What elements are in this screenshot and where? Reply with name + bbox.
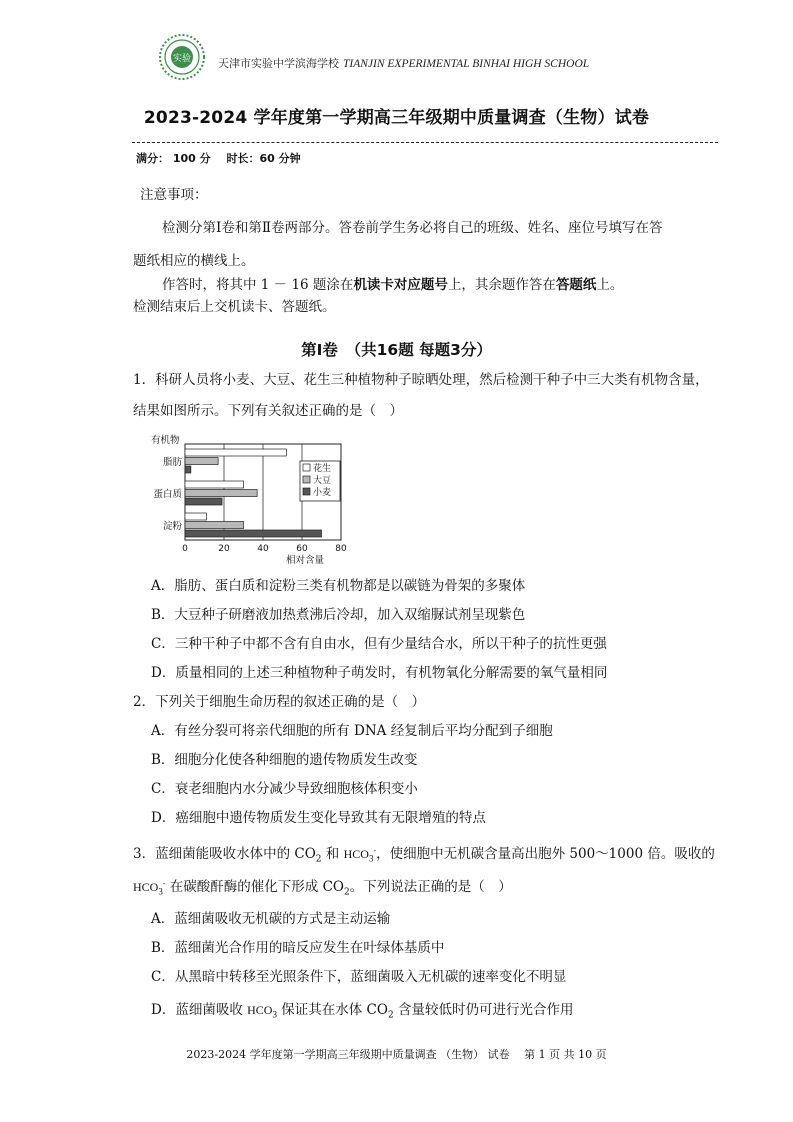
chart-bar [185, 466, 191, 473]
q1-bar-chart [145, 430, 355, 574]
q2-option-c: C．衰老细胞内水分减少导致细胞核体积变小 [151, 781, 418, 797]
q2-option-a: A．有丝分裂可将亲代细胞的所有 DNA 经复制后平均分配到子细胞 [151, 723, 553, 739]
chart-category-label: 淀粉 [162, 520, 182, 532]
chart-legend-label: 花生 [313, 464, 332, 474]
chart-bar [185, 530, 322, 537]
hco3-formula: $HCO_3^-$ [343, 846, 377, 864]
page-footer: 2023-2024 学年度第一学期高三年级期中质量调查 （生物） 试卷 第 1 页 共 10 页 [186, 1048, 607, 1061]
q3-option-a: A．蓝细菌吸收无机碳的方式是主动运输 [151, 911, 391, 927]
time-info: 时长：60 分钟 [226, 152, 301, 165]
q3-stem-line2: $HCO_3^-$ 在碳酸酐酶的催化下形成 $CO_2$。下列说法正确的是（ ） [133, 879, 512, 898]
chart-xtick-label: 0 [182, 544, 188, 554]
notice-line4: 检测结束后上交机读卡、答题纸。 [133, 299, 336, 315]
notice-heading: 注意事项： [140, 187, 208, 203]
chart-xtick-label: 40 [257, 544, 269, 554]
chart-bar [185, 498, 222, 505]
chart-legend-swatch [303, 464, 310, 471]
q1-stem-line1: 1．科研人员将小麦、大豆、花生三种植物种子晾晒处理，然后检测干种子中三大类有机物含量， [133, 372, 709, 388]
chart-bar [185, 513, 206, 520]
chart-category-label: 蛋白质 [153, 488, 182, 500]
header-divider [132, 142, 718, 143]
score-info: 满分： 100 分 [136, 152, 211, 165]
q2-stem: 2．下列关于细胞生命历程的叙述正确的是（ ） [133, 694, 426, 710]
chart-xlabel: 相对含量 [285, 555, 325, 566]
svg-text:实验: 实验 [172, 54, 192, 64]
section-heading: 第Ⅰ卷 （共16题 每题3分） [301, 341, 492, 359]
q1-option-c: C．三种干种子中都不含有自由水，但有少量结合水，所以干种子的抗性更强 [151, 636, 607, 652]
q1-option-b: B．大豆种子研磨液加热煮沸后冷却，加入双缩脲试剂呈现紫色 [151, 607, 526, 623]
exam-meta [136, 150, 313, 166]
chart-legend-swatch [303, 488, 310, 495]
hco3-formula: $HCO_3$ [247, 1003, 277, 1020]
q3-option-d: D．蓝细菌吸收 $HCO_3$ 保证其在水体 $CO_2$ 含量较低时仍可进行光合作用 [151, 1002, 574, 1021]
q2-option-b: B．细胞分化使各种细胞的遗传物质发生改变 [151, 752, 418, 768]
chart-bar [185, 522, 244, 529]
chart-legend-label: 小麦 [313, 488, 332, 498]
notice-line2: 题纸相应的横线上。 [133, 253, 255, 269]
q3-stem-line1: 3．蓝细菌能吸收水体中的 $CO_2$ 和 $HCO_3^-$，使细胞中无机碳含量高出胞外 500～1000 倍。吸收的 [133, 846, 715, 865]
chart-xtick-label: 80 [335, 544, 347, 554]
q3-option-b: B．蓝细菌光合作用的暗反应发生在叶绿体基质中 [151, 940, 445, 956]
chart-bar [185, 490, 257, 497]
chart-bar [185, 481, 244, 488]
chart-legend-label: 大豆 [313, 476, 332, 486]
exam-title: 2023-2024 学年度第一学期高三年级期中质量调查（生物）试卷 [143, 108, 650, 128]
q1-option-d: D．质量相同的上述三种植物种子萌发时，有机物氧化分解需要的氧气量相同 [151, 665, 608, 681]
chart-ylabel: 有机物 [151, 435, 180, 446]
notice-line3: 作答时，将其中 1 － 16 题涂在机读卡对应题号上，其余题作答在答题纸上。 [162, 277, 624, 293]
q2-option-d: D．癌细胞中遗传物质发生变化导致其有无限增殖的特点 [151, 810, 486, 826]
q1-stem-line2: 结果如图所示。下列有关叙述正确的是（ ） [133, 403, 403, 419]
school-name: 天津市实验中学滨海学校 TIANJIN EXPERIMENTAL BINHAI HIGH SCHOOL [218, 57, 590, 70]
q3-option-c: C．从黑暗中转移至光照条件下，蓝细菌吸入无机碳的速率变化不明显 [151, 969, 567, 985]
chart-category-label: 脂肪 [162, 456, 182, 468]
notice-line1: 检测分第Ⅰ卷和第Ⅱ卷两部分。答卷前学生务必将自己的班级、姓名、座位号填写在答 [162, 220, 663, 236]
hco3-formula: $HCO_3^-$ [133, 879, 166, 897]
q1-option-a: A．脂肪、蛋白质和淀粉三类有机物都是以碳链为骨架的多聚体 [151, 578, 526, 594]
chart-legend-swatch [303, 476, 310, 483]
chart-bar [185, 449, 286, 456]
chart-xtick-label: 20 [218, 544, 230, 554]
chart-xtick-label: 60 [296, 544, 308, 554]
chart-bar [185, 458, 218, 465]
school-logo [158, 33, 206, 81]
